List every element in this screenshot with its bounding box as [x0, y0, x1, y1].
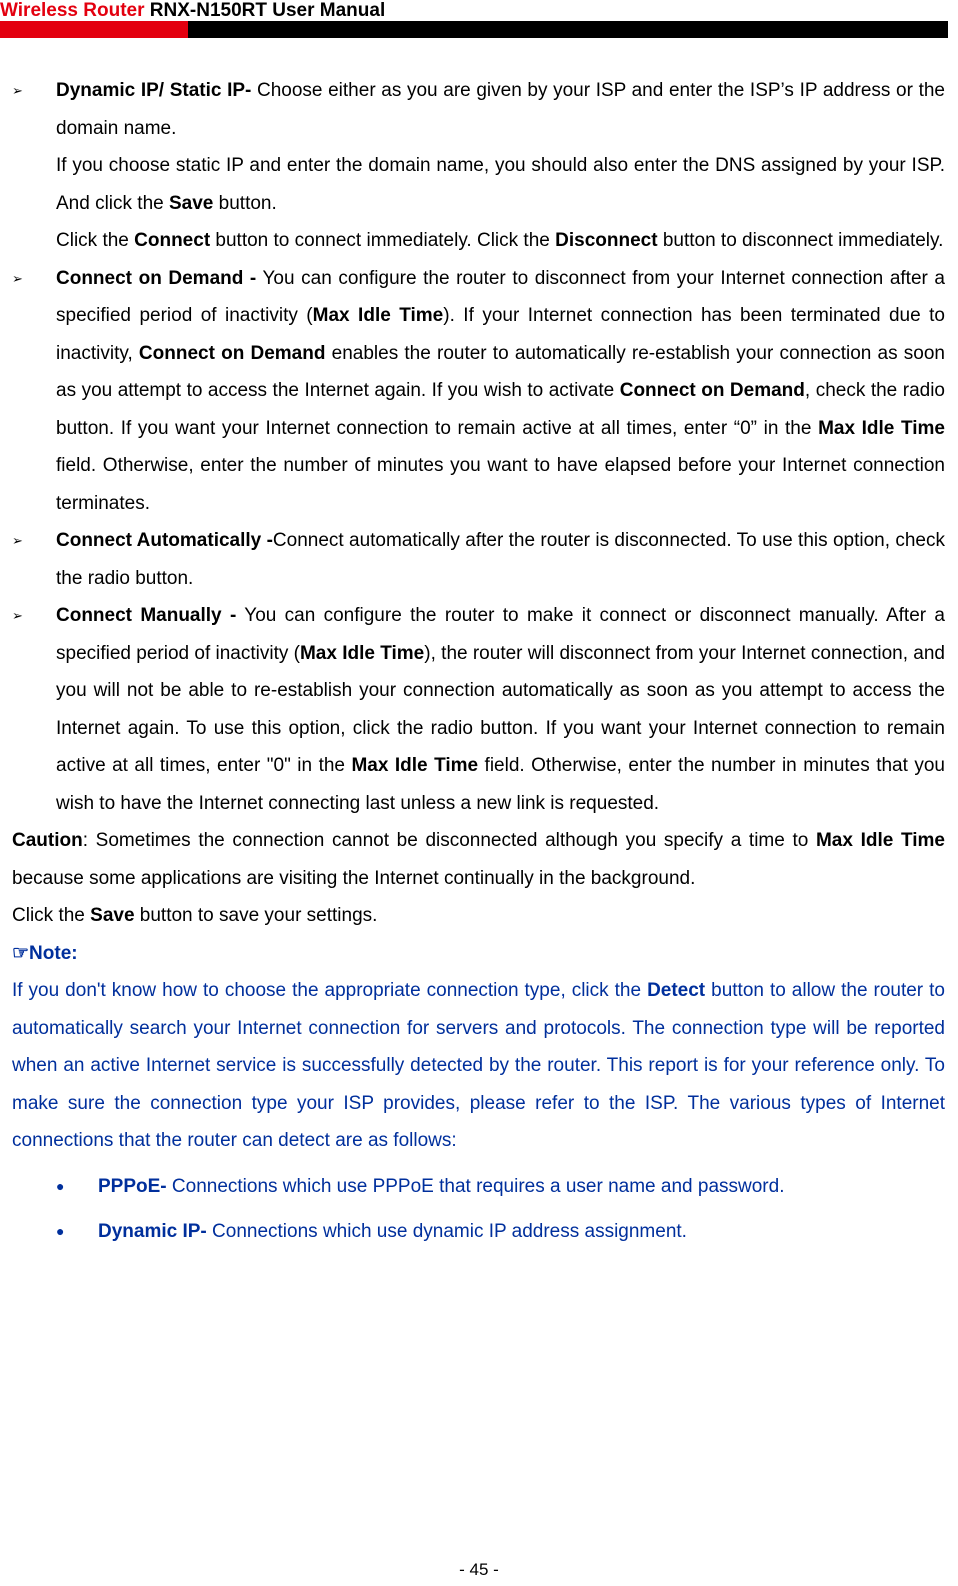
bullet-connect-on-demand: ➢ Connect on Demand - You can configure the router to disconnect from your Internet connection after a specified period of inactivity (Max Idle Time). If your Internet connection has been terminated due to inactivity, Connect on Demand enables the router to automatically re-establish your connection as soon as you attempt to access the Internet again. If you wish to activate Connect on Demand, check the radio button. If you want your Internet connection to remain active at all times, enter “0” in the Max Idle Time field. Otherwise, enter the number of minutes you want to have elapsed before your Internet connection terminates.	[12, 260, 945, 523]
dot-bullet-icon: ●	[56, 1223, 65, 1239]
header-rule-black	[188, 21, 948, 38]
list-item-dynamic-ip: ● Dynamic IP- Connections which use dynamic IP address assignment.	[12, 1213, 945, 1251]
arrow-bullet-icon: ➢	[12, 608, 23, 623]
note-paragraph: If you don't know how to choose the appropriate connection type, click the Detect button to allow the router to automatically search your Internet connection for servers and protocols. The connection type will be reported when an active Internet service is successfully detected by the router. This report is for your reference only. To make sure the connection type your ISP provides, please refer to the ISP. The various types of Internet connections that the router can detect are as follows:	[12, 980, 945, 1151]
list-item-pppoe: ● PPPoE- Connections which use PPPoE that requires a user name and password.	[12, 1168, 945, 1206]
page-body	[12, 72, 945, 1251]
dynamic-static-dns-paragraph: If you choose static IP and enter the domain name, you should also enter the DNS assigned by your ISP. And click the Save button.	[56, 155, 945, 214]
bullet-dynamic-static: ➢ Dynamic IP/ Static IP- Choose either as you are given by your ISP and enter the ISP’s IP address or the domain name.	[12, 72, 945, 147]
manual-header-title	[0, 0, 385, 22]
arrow-bullet-icon: ➢	[12, 533, 23, 548]
header-rule-red	[0, 21, 188, 38]
pointing-hand-icon: ☞	[12, 942, 30, 964]
caution-paragraph: Caution: Sometimes the connection cannot be disconnected although you specify a time to Max Idle Time because some applications are visiting the Internet continually in the background.	[12, 830, 945, 889]
note-heading: ☞Note:	[12, 942, 78, 964]
bullet-connect-automatically: ➢ Connect Automatically -Connect automatically after the router is disconnected. To use this option, check the radio button.	[12, 522, 945, 597]
arrow-bullet-icon: ➢	[12, 270, 23, 286]
header-model: RNX-N150RT User Manual	[144, 0, 386, 21]
arrow-bullet-icon: ➢	[12, 83, 23, 98]
save-instruction: Click the Save button to save your settings.	[12, 905, 378, 926]
header-rule	[0, 21, 948, 38]
header-brand: Wireless Router	[0, 0, 145, 21]
dot-bullet-icon: ●	[56, 1177, 65, 1194]
page-number: - 45 -	[459, 1560, 499, 1579]
connect-disconnect-paragraph: Click the Connect button to connect immediately. Click the Disconnect button to disconnect immediately.	[56, 230, 944, 251]
bullet-connect-manually: ➢ Connect Manually - You can configure the router to make it connect or disconnect manually. After a specified period of inactivity (Max Idle Time), the router will disconnect from your Internet connection, and you will not be able to re-establish your connection automatically as soon as you attempt to access the Internet again. To use this option, click the radio button. If you want your Internet connection to remain active at all times, enter "0" in the Max Idle Time field. Otherwise, enter the number in minutes that you wish to have the Internet connecting last unless a new link is requested.	[12, 597, 945, 822]
